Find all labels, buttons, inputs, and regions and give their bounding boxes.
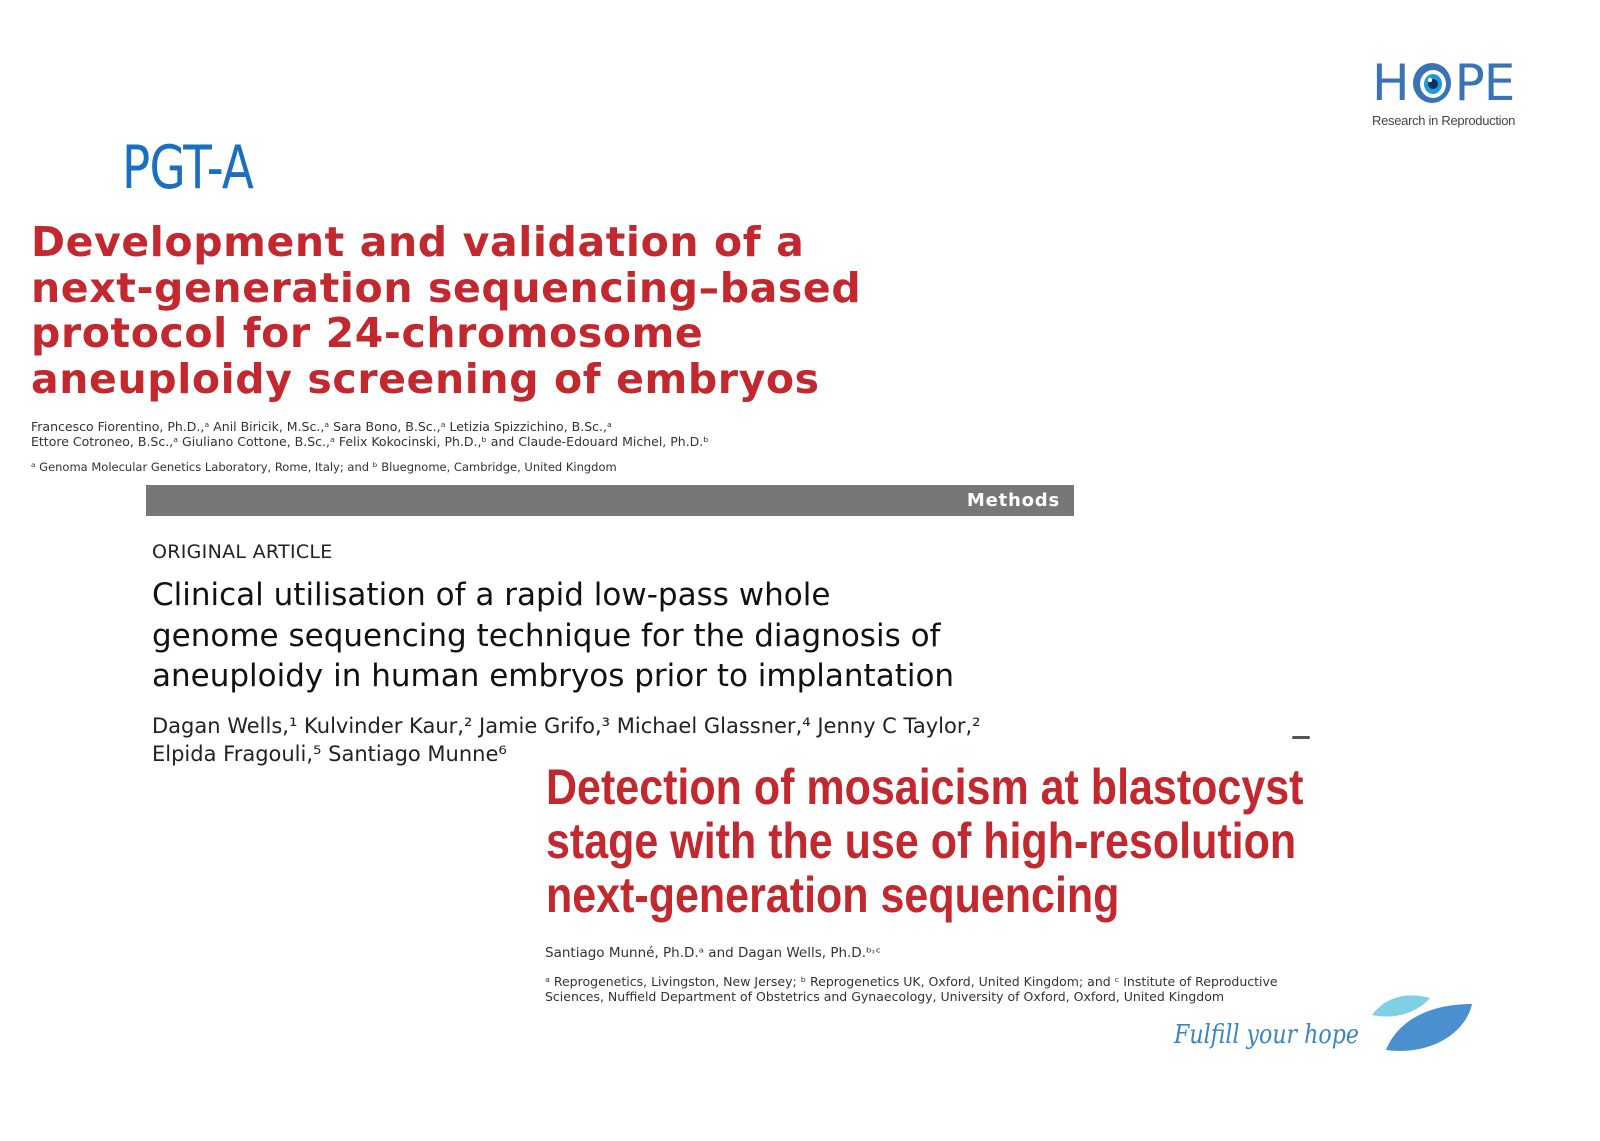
paper3-title-line: stage with the use of high-resolution — [546, 813, 1297, 869]
paper3-title — [546, 759, 1304, 923]
eye-icon — [1411, 61, 1453, 105]
logo-wordmark — [1372, 56, 1514, 110]
paper2-authors-line: Dagan Wells,¹ Kulvinder Kaur,² Jamie Grifo,³ Michael Glassner,⁴ Jenny C Taylor,² — [152, 714, 981, 738]
logo-wordmark-left: H — [1372, 54, 1409, 112]
paper1-authors-line: Francesco Fiorentino, Ph.D.,ᵃ Anil Biricik, M.Sc.,ᵃ Sara Bono, B.Sc.,ᵃ Letizia Spizzichino, B.Sc.,ᵃ — [31, 419, 612, 434]
divider-mark — [1292, 736, 1310, 739]
leaf-icon — [1368, 990, 1478, 1060]
paper2-title-line: aneuploidy in human embryos prior to implantation — [152, 658, 955, 694]
paper1-title-line: protocol for 24-chromosome — [31, 309, 704, 357]
methods-label: Methods — [966, 490, 1060, 511]
section-title: PGT-A — [122, 133, 254, 203]
slogan: Fulfill your hope — [1174, 1020, 1359, 1050]
paper2-title-line: genome sequencing technique for the diagnosis of — [152, 617, 941, 654]
paper3-title-line: Detection of mosaicism at blastocyst — [546, 759, 1304, 815]
paper3-title-line: next-generation sequencing — [546, 867, 1120, 923]
paper1-title-line: next-generation sequencing–based — [31, 263, 862, 312]
paper1-title-line: Development and validation of a — [31, 218, 805, 266]
paper3-affiliation-line: ᵃ Reprogenetics, Livingston, New Jersey; ᵇ Reprogenetics UK, Oxford, United Kingdom; and ᶜ Institute of Reproductive — [545, 974, 1278, 989]
methods-banner — [146, 485, 1074, 516]
paper2-title — [152, 575, 1082, 697]
paper3-authors: Santiago Munné, Ph.D.ᵃ and Dagan Wells, Ph.D.ᵇ˒ᶜ — [545, 945, 881, 961]
paper1-authors — [31, 420, 931, 449]
logo-tagline: Research in Reproduction — [1372, 113, 1516, 128]
paper2-authors-line: Elpida Fragouli,⁵ Santiago Munne⁶ — [152, 742, 507, 766]
hope-logo — [1372, 56, 1522, 132]
paper2-title-line: Clinical utilisation of a rapid low-pass whole — [152, 577, 831, 613]
paper1-affiliation: ᵃ Genoma Molecular Genetics Laboratory, Rome, Italy; and ᵇ Bluegnome, Cambridge, United Kingdom — [31, 460, 617, 474]
paper1-title — [31, 220, 931, 402]
paper3-affiliation-line: Sciences, Nuffield Department of Obstetrics and Gynaecology, University of Oxford, Oxford, United Kingdom — [545, 989, 1225, 1004]
paper3-affiliation — [545, 974, 1365, 1004]
paper1-authors-line: Ettore Cotroneo, B.Sc.,ᵃ Giuliano Cottone, B.Sc.,ᵃ Felix Kokocinski, Ph.D.,ᵇ and Claude-Edouard Michel, Ph.D.ᵇ — [31, 433, 709, 449]
paper2-article-type: ORIGINAL ARTICLE — [152, 541, 333, 563]
logo-wordmark-right: PE — [1454, 54, 1515, 112]
paper1-title-line: aneuploidy screening of embryos — [31, 354, 820, 403]
